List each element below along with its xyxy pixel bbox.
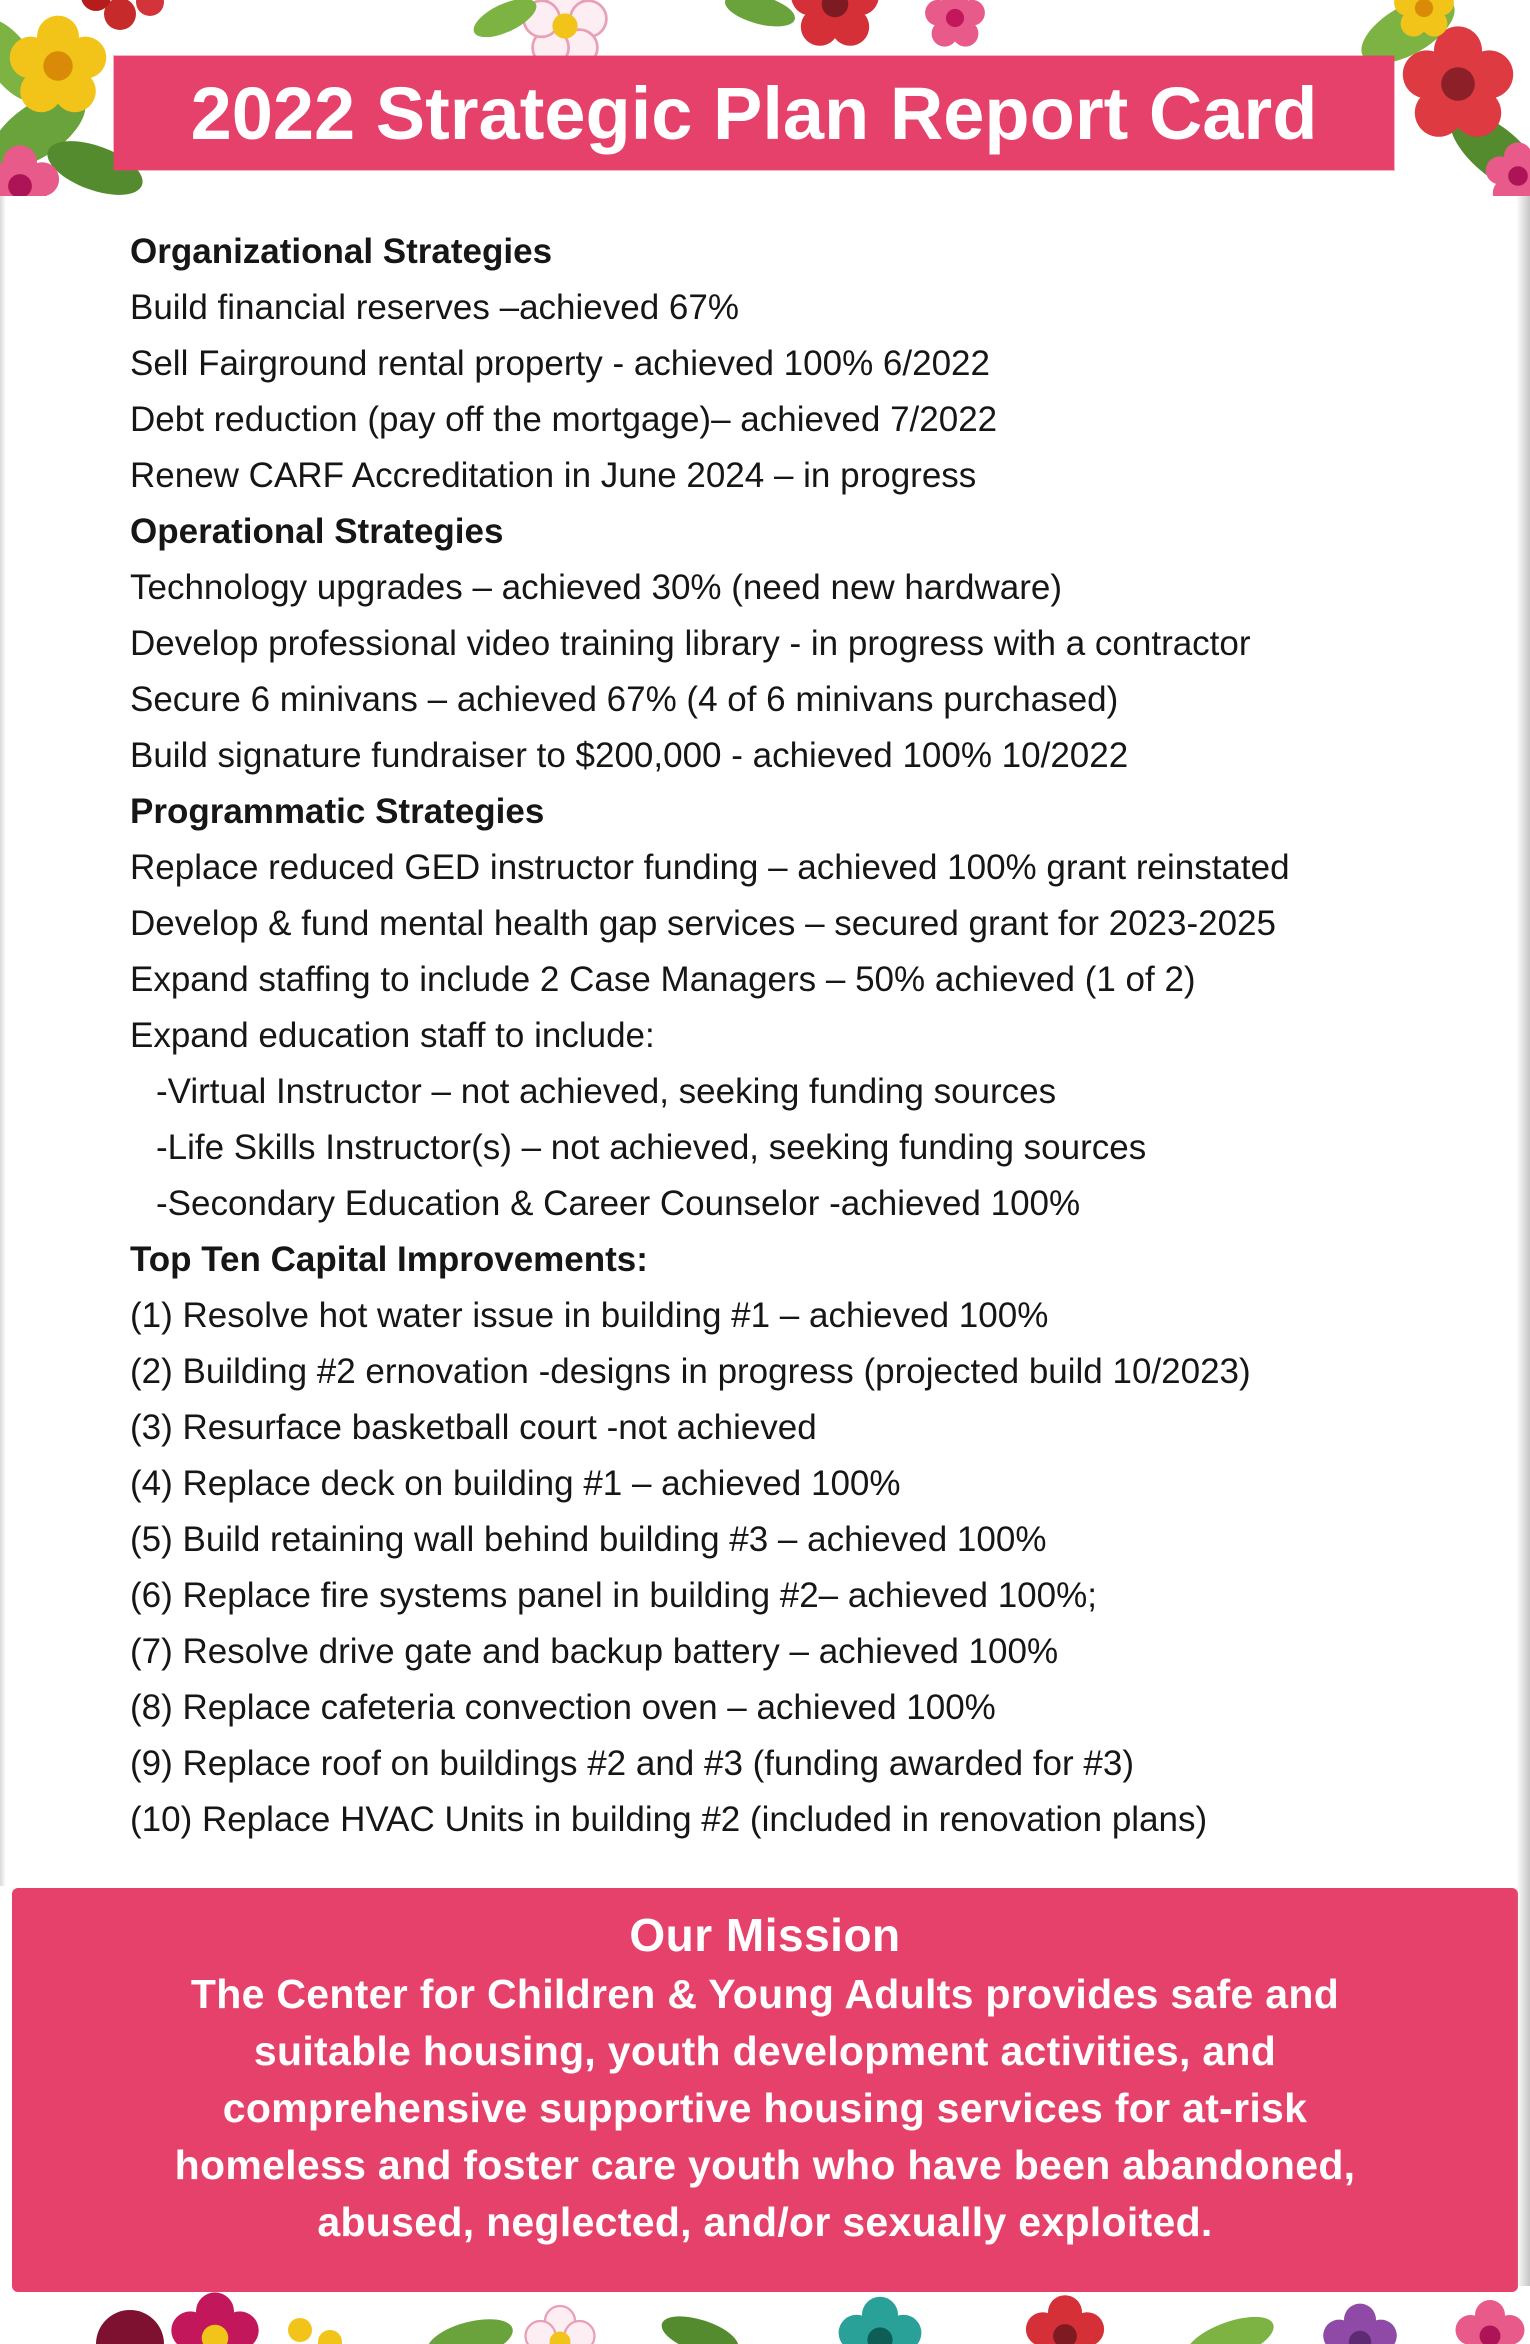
report-line: Expand education staff to include: bbox=[130, 1016, 655, 1055]
report-line: (5) Build retaining wall behind building #3 – achieved 100% bbox=[130, 1520, 1047, 1559]
report-line: (7) Resolve drive gate and backup battery – achieved 100% bbox=[130, 1632, 1059, 1671]
mission-heading: Our Mission bbox=[629, 1909, 901, 1961]
report-line: Technology upgrades – achieved 30% (need new hardware) bbox=[130, 568, 1062, 607]
report-line: (1) Resolve hot water issue in building #1 – achieved 100% bbox=[130, 1296, 1049, 1335]
report-line: (2) Building #2 ernovation -designs in progress (projected build 10/2023) bbox=[130, 1352, 1251, 1391]
report-line: (8) Replace cafeteria convection oven – achieved 100% bbox=[130, 1688, 996, 1727]
section-heading-organizational: Organizational Strategies bbox=[130, 232, 553, 271]
report-line: Debt reduction (pay off the mortgage)– achieved 7/2022 bbox=[130, 400, 998, 439]
report-subline: -Secondary Education & Career Counselor -achieved 100% bbox=[156, 1184, 1081, 1223]
scan-shadow-left bbox=[0, 196, 6, 1886]
mission-box bbox=[12, 1888, 1518, 2292]
report-line: Expand staffing to include 2 Case Managers – 50% achieved (1 of 2) bbox=[130, 960, 1196, 999]
report-line: Renew CARF Accreditation in June 2024 – in progress bbox=[130, 456, 977, 495]
report-line: Build signature fundraiser to $200,000 - achieved 100% 10/2022 bbox=[130, 736, 1129, 775]
mission-text: The Center for Children & Young Adults provides safe and suitable housing, youth development activities, and comprehensive supportive housing services for at-risk homeless and foster care youth who have been abandoned, abused, neglected, and/or sexually exploited. bbox=[174, 1971, 1356, 2245]
report-line: (4) Replace deck on building #1 – achieved 100% bbox=[130, 1464, 901, 1503]
report-line: Build financial reserves –achieved 67% bbox=[130, 288, 739, 327]
section-heading-programmatic: Programmatic Strategies bbox=[130, 792, 545, 831]
floral-bottom-art bbox=[0, 2286, 1530, 2344]
report-line: (3) Resurface basketball court -not achieved bbox=[130, 1408, 817, 1447]
title-banner bbox=[114, 56, 1394, 170]
report-subline: -Life Skills Instructor(s) – not achieved, seeking funding sources bbox=[156, 1128, 1147, 1167]
section-heading-operational: Operational Strategies bbox=[130, 512, 504, 551]
page-title: 2022 Strategic Plan Report Card bbox=[190, 71, 1318, 155]
report-line: Secure 6 minivans – achieved 67% (4 of 6 minivans purchased) bbox=[130, 680, 1119, 719]
floral-border-bottom bbox=[0, 2286, 1530, 2344]
section-heading-capital-improvements: Top Ten Capital Improvements: bbox=[130, 1240, 648, 1279]
report-body bbox=[130, 224, 1420, 1848]
report-line: (10) Replace HVAC Units in building #2 (included in renovation plans) bbox=[130, 1800, 1208, 1839]
report-line: Sell Fairground rental property - achieved 100% 6/2022 bbox=[130, 344, 990, 383]
report-line: Develop professional video training library - in progress with a contractor bbox=[130, 624, 1251, 663]
report-line: (9) Replace roof on buildings #2 and #3 (funding awarded for #3) bbox=[130, 1744, 1134, 1783]
report-subline: -Virtual Instructor – not achieved, seeking funding sources bbox=[156, 1072, 1057, 1111]
report-line: (6) Replace fire systems panel in building #2– achieved 100%; bbox=[130, 1576, 1097, 1615]
report-line: Develop & fund mental health gap services – secured grant for 2023-2025 bbox=[130, 904, 1276, 943]
scan-shadow-right bbox=[1516, 196, 1530, 2286]
report-line: Replace reduced GED instructor funding – achieved 100% grant reinstated bbox=[130, 848, 1290, 887]
